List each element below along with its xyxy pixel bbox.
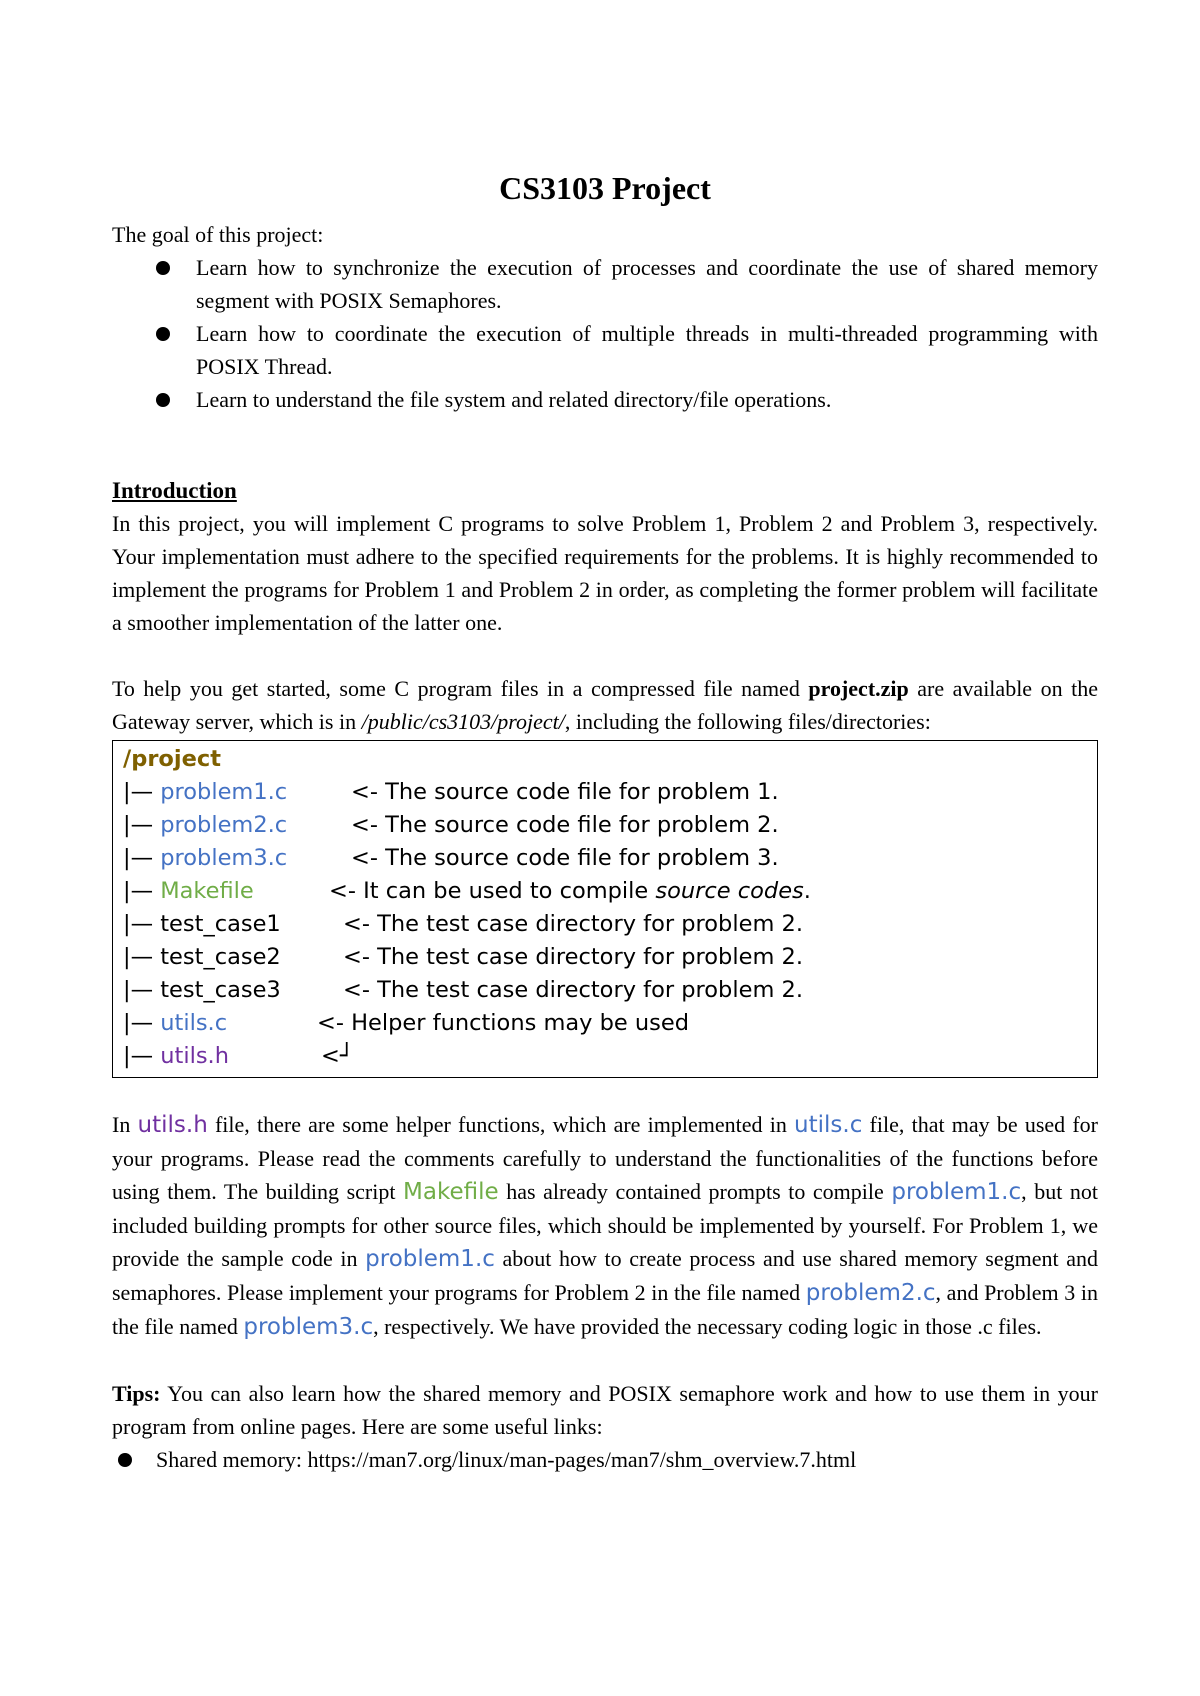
file-description: <- The source code file for problem 2. (351, 812, 779, 838)
goal-item: Learn how to synchronize the execution of processes and coordinate the use of shared memory segment with POSIX Semaphores. (112, 251, 1098, 317)
file-description: <- The source code file for problem 1. (351, 779, 779, 805)
file-reference: utils.c (794, 1112, 863, 1138)
tree-row: |— problem2.c <- The source code file for problem 2. (123, 809, 1087, 842)
bullet-icon (156, 327, 170, 341)
introduction-heading: Introduction (112, 478, 237, 503)
file-name: problem2.c (160, 812, 288, 838)
document-title: CS3103 Project (499, 170, 711, 206)
file-description: <- The source code file for problem 3. (351, 845, 779, 871)
file-name: test_case3 (160, 977, 281, 1003)
tips-label: Tips: (112, 1381, 161, 1406)
file-reference: problem1.c (365, 1246, 495, 1272)
file-name: utils.h (160, 1043, 229, 1069)
file-description: <- It can be used to compile source codes. (329, 878, 811, 904)
file-tree-box (112, 740, 1098, 1078)
file-reference: problem2.c (805, 1280, 936, 1306)
links-list (112, 1443, 1098, 1476)
tree-row: |— Makefile <- It can be used to compile source codes. (123, 875, 1087, 908)
file-name: test_case1 (160, 911, 281, 937)
tips-paragraph: Tips: You can also learn how the shared memory and POSIX semaphore work and how to use them in your program from online pages. Here are some useful links: (112, 1381, 1098, 1439)
goal-intro: The goal of this project: (112, 222, 324, 247)
bullet-icon (156, 261, 170, 275)
server-path: /public/cs3103/project/ (361, 709, 565, 734)
file-description: <┘ (321, 1043, 354, 1069)
bullet-icon (118, 1453, 132, 1467)
zip-file-name: project.zip (808, 676, 909, 701)
tree-row: |— utils.c <- Helper functions may be used (123, 1007, 1087, 1040)
tree-row: |— utils.h <┘ (123, 1040, 1087, 1073)
file-reference: utils.h (137, 1112, 208, 1138)
tree-row: |— test_case2 <- The test case directory for problem 2. (123, 941, 1087, 974)
help-paragraph: To help you get started, some C program files in a compressed file named project.zip are available on the Gateway server, which is in /public/cs3103/project/, including the following files/directories: (112, 676, 1098, 734)
file-reference: Makefile (403, 1179, 499, 1205)
tree-row: |— problem1.c <- The source code file for problem 1. (123, 776, 1087, 809)
tree-root: /project (123, 746, 221, 772)
goal-item: Learn how to coordinate the execution of multiple threads in multi-threaded programming with POSIX Thread. (112, 317, 1098, 383)
introduction-paragraph: In this project, you will implement C programs to solve Problem 1, Problem 2 and Problem 3, respectively. Your implementation must adhere to the specified requirements for the problems. It is highly recommended to implement the programs for Problem 1 and Problem 2 in order, as completing the former problem will facilitate a smoother implementation of the latter one. (112, 511, 1098, 635)
file-reference: problem1.c (891, 1179, 1022, 1205)
file-name: problem3.c (160, 845, 288, 871)
document-content (112, 168, 1098, 1476)
utils-paragraph: In utils.h file, there are some helper functions, which are implemented in utils.c file, that may be used for your programs. Please read the comments carefully to understand the functionalities of the functions before using them. The building script Makefile has already contained prompts to compile problem1.c, but not included building prompts for other source files, which should be implemented by yourself. For Problem 1, we provide the sample code in problem1.c about how to create process and use shared memory segment and semaphores. Please implement your programs for Problem 2 in the file named problem2.c, and Problem 3 in the file named problem3.c, respectively. We have provided the necessary coding logic in those .c files. (112, 1112, 1098, 1340)
tree-row: |— test_case3 <- The test case directory for problem 2. (123, 974, 1087, 1007)
goal-item: Learn to understand the file system and related directory/file operations. (112, 383, 1098, 416)
file-name: Makefile (160, 878, 254, 904)
file-description: <- Helper functions may be used (317, 1010, 690, 1036)
file-description: <- The test case directory for problem 2. (343, 911, 803, 937)
file-name: test_case2 (160, 944, 281, 970)
shared-memory-link[interactable]: https://man7.org/linux/man-pages/man7/shm_overview.7.html (307, 1447, 857, 1472)
file-reference: problem3.c (243, 1314, 374, 1340)
file-description: <- The test case directory for problem 2. (343, 977, 803, 1003)
file-name: utils.c (160, 1010, 228, 1036)
link-item: Shared memory: https://man7.org/linux/man-pages/man7/shm_overview.7.html (112, 1443, 1098, 1476)
file-description: <- The test case directory for problem 2. (343, 944, 803, 970)
bullet-icon (156, 393, 170, 407)
tree-row: |— problem3.c <- The source code file for problem 3. (123, 842, 1087, 875)
goal-list (112, 251, 1098, 416)
file-name: problem1.c (160, 779, 288, 805)
tree-row: |— test_case1 <- The test case directory for problem 2. (123, 908, 1087, 941)
